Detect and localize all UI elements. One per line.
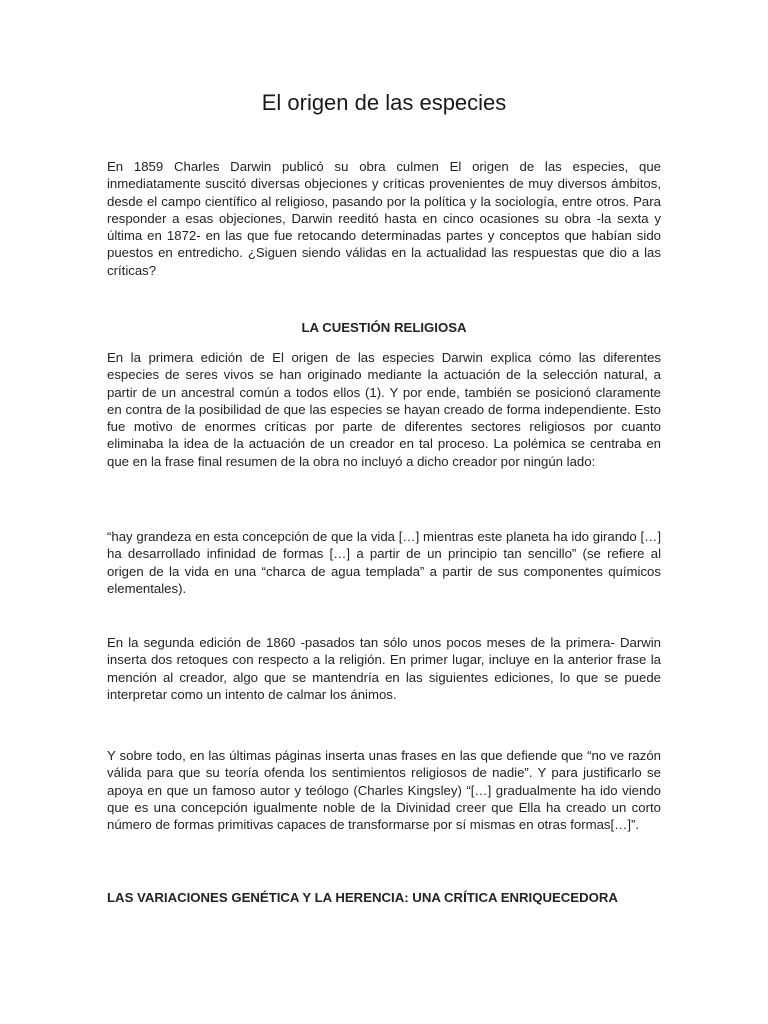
section1-paragraph-3: Y sobre todo, en las últimas páginas inserta unas frases en las que defiende que “no ve razón válida para que su teoría ofenda los sentimientos religiosos de nadie”. Y para justificarlo se apoya en que un famoso autor y teólogo (Charles Kingsley) “[…] gradualmente ha ido viendo que es una concepción igualmente noble de la Divinidad creer que Ella ha creado un corto número de formas primitivas capaces de transformarse por sí mismas en otras formas[…]”. (107, 748, 661, 833)
section-heading-variaciones: LAS VARIACIONES GENÉTICA Y LA HERENCIA: UNA CRÍTICA ENRIQUECEDORA (107, 890, 618, 905)
section1-paragraph-2: En la segunda edición de 1860 -pasados tan sólo unos pocos meses de la primera- Darwin inserta dos retoques con respecto a la religión. En primer lugar, incluye en la anterior frase la mención al creador, algo que se mantendría en las siguientes ediciones, lo que se puede interpretar como un intento de calmar los ánimos. (107, 635, 661, 702)
intro-paragraph: En 1859 Charles Darwin publicó su obra culmen El origen de las especies, que inmediatamente suscitó diversas objeciones y críticas provenientes de muy diversos ámbitos, desde el campo científico al religioso, pasando por la política y la sociología, entre otros. Para responder a esas objeciones, Darwin reeditó hasta en cinco ocasiones su obra -la sexta y última en 1872- en las que fue retocando determinadas partes y conceptos que habían sido puestos en entredicho. ¿Siguen siendo válidas en la actualidad las respuestas que dio a las críticas? (107, 159, 661, 278)
section1-paragraph-1: En la primera edición de El origen de las especies Darwin explica cómo las diferentes especies de seres vivos se han originado mediante la actuación de la selección natural, a partir de un ancestral común a todos ellos (1). Y por ende, también se posicionó claramente en contra de la posibilidad de que las especies se hayan creado de forma independiente. Esto fue motivo de enormes críticas por parte de diferentes sectores religiosos por cuanto eliminaba la idea de la actuación de un creador en tal proceso. La polémica se centraba en que en la frase final resumen de la obra no incluyó a dicho creador por ningún lado: (107, 350, 661, 469)
section-heading-religiosa: LA CUESTIÓN RELIGIOSA (301, 320, 467, 335)
darwin-quote-paragraph: “hay grandeza en esta concepción de que la vida […] mientras este planeta ha ido girando […] ha desarrollado infinidad de formas […] a partir de un principio tan sencillo” (se refiere al origen de la vida en una “charca de agua templada” a partir de sus componentes químicos elementales). (107, 529, 661, 596)
document-title: El origen de las especies (261, 90, 507, 115)
